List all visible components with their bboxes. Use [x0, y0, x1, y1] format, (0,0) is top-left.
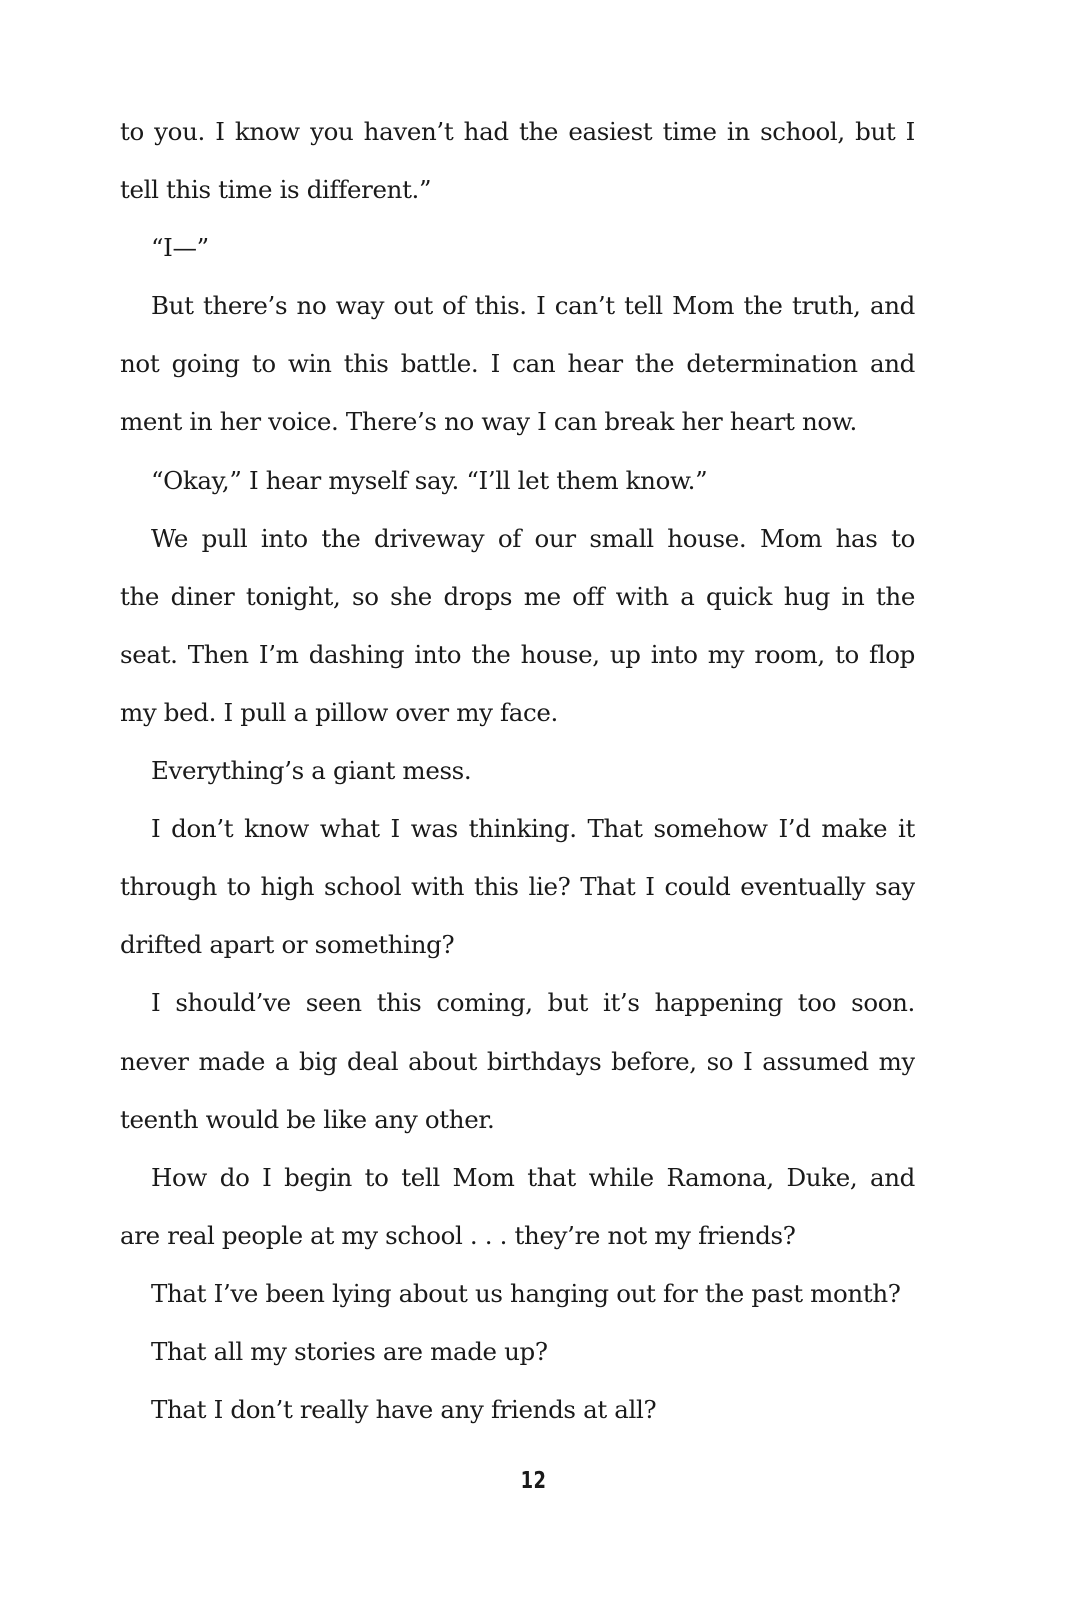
text-line: I should’ve seen this coming, but it’s happening too soon.: [151, 988, 915, 1018]
page-number: 12: [520, 1468, 547, 1494]
body-text: [120, 103, 915, 1439]
text-line: not going to win this battle. I can hear the determination and: [120, 349, 915, 379]
text-line: the diner tonight, so she drops me off with a quick hug in the: [120, 581, 915, 611]
text-line: That all my stories are made up?: [151, 1336, 548, 1366]
text-line: never made a big deal about birthdays before, so I assumed my: [120, 1046, 915, 1076]
text-line: tell this time is different.”: [120, 175, 432, 205]
text-line: “Okay,” I hear myself say. “I’ll let them know.”: [151, 465, 708, 495]
text-line: But there’s no way out of this. I can’t tell Mom the truth, and: [151, 291, 915, 321]
text-line: That I’ve been lying about us hanging out for the past month?: [151, 1278, 901, 1308]
text-line: seat. Then I’m dashing into the house, up into my room, to flop: [120, 639, 915, 669]
text-line: ment in her voice. There’s no way I can break her heart now.: [120, 407, 857, 437]
text-line: are real people at my school . . . they’re not my friends?: [120, 1220, 796, 1250]
text-line: through to high school with this lie? That I could eventually say: [120, 872, 915, 902]
text-line: I don’t know what I was thinking. That somehow I’d make it: [151, 814, 915, 844]
text-line: my bed. I pull a pillow over my face.: [120, 697, 558, 727]
text-line: to you. I know you haven’t had the easiest time in school, but I: [120, 117, 915, 146]
text-line: We pull into the driveway of our small house. Mom has to: [151, 523, 915, 553]
text-line: drifted apart or something?: [120, 930, 455, 960]
text-line: That I don’t really have any friends at all?: [151, 1395, 657, 1425]
text-line: “I—”: [151, 233, 209, 263]
text-line: How do I begin to tell Mom that while Ramona, Duke, and: [151, 1162, 915, 1192]
text-line: Everything’s a giant mess.: [151, 756, 472, 786]
text-line: teenth would be like any other.: [120, 1104, 495, 1134]
